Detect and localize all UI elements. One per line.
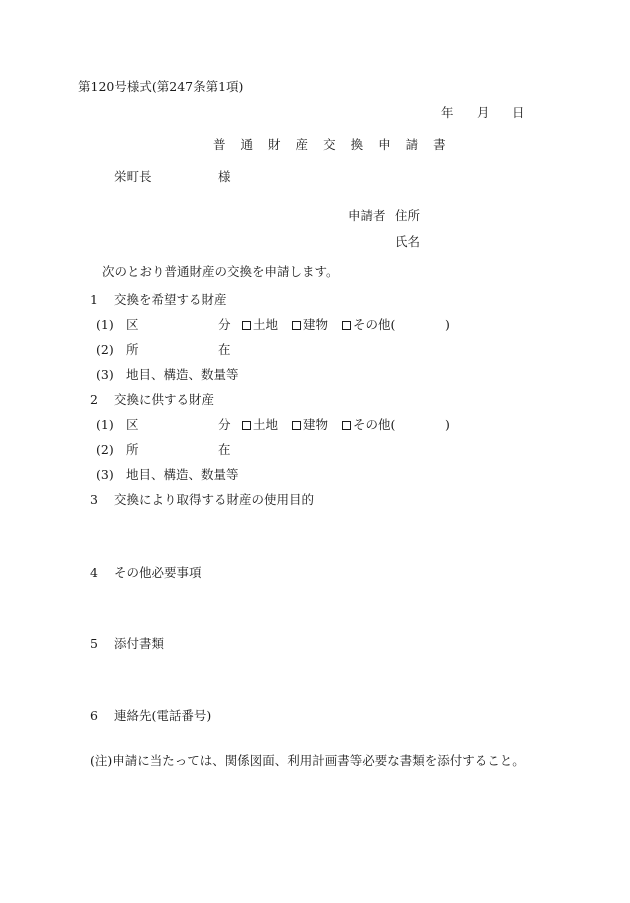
checkbox-icon[interactable] xyxy=(292,321,301,330)
section2-item3-label: 地目、構造、数量等 xyxy=(126,467,239,482)
title-char: 普 xyxy=(213,137,226,152)
title-char: 申 xyxy=(378,137,391,152)
checkbox-icon[interactable] xyxy=(242,421,251,430)
section2-item2-label-a: 所 xyxy=(126,442,139,457)
section2-title: 交換に供する財産 xyxy=(114,392,215,407)
section2-close-paren: ) xyxy=(445,417,450,432)
section1-item3-label: 地目、構造、数量等 xyxy=(126,367,239,382)
title-char: 通 xyxy=(240,137,254,152)
date-year-label: 年 xyxy=(441,105,454,120)
footnote: (注)申請に当たっては、関係図面、利用計画書等必要な書類を添付すること。 xyxy=(90,753,525,768)
section6-title: 連絡先(電話番号) xyxy=(114,708,212,723)
title-char: 産 xyxy=(295,137,309,152)
section1-close-paren: ) xyxy=(445,317,450,332)
section2-category-options xyxy=(242,419,395,432)
checkbox-icon[interactable] xyxy=(292,421,301,430)
form-title xyxy=(213,139,446,152)
section1-number: 1 xyxy=(90,292,98,307)
title-char: 換 xyxy=(350,137,364,152)
section2-item2-label-b: 在 xyxy=(218,442,231,457)
section1-category-options xyxy=(242,319,395,332)
applicant-name-label: 氏名 xyxy=(395,234,421,249)
section2-item3-number: (3) xyxy=(96,467,114,482)
addressee-honorific: 様 xyxy=(218,169,231,184)
date-day-label: 日 xyxy=(512,105,525,120)
section1-item1-label-a: 区 xyxy=(126,317,139,332)
option-label: その他( xyxy=(353,417,396,432)
title-char: 交 xyxy=(323,137,336,152)
section1-item3-number: (3) xyxy=(96,367,114,382)
section1-item2-label-b: 在 xyxy=(218,342,231,357)
checkbox-icon[interactable] xyxy=(242,321,251,330)
option-label: 土地 xyxy=(253,317,279,332)
section3-number: 3 xyxy=(90,492,98,507)
option-land[interactable] xyxy=(242,319,278,332)
option-label: 建物 xyxy=(303,417,329,432)
applicant-label: 申請者 xyxy=(348,208,386,223)
section5-number: 5 xyxy=(90,636,98,651)
section1-item2-label-a: 所 xyxy=(126,342,139,357)
form-number: 第120号様式(第247条第1項) xyxy=(78,79,244,94)
option-land[interactable] xyxy=(242,419,278,432)
section2-item1-label-a: 区 xyxy=(126,417,139,432)
addressee-name: 栄町長 xyxy=(114,169,152,184)
section6-number: 6 xyxy=(90,708,98,723)
section1-item1-number: (1) xyxy=(96,317,114,332)
section4-number: 4 xyxy=(90,565,98,580)
section1-item1-label-b: 分 xyxy=(218,317,231,332)
title-char: 書 xyxy=(433,137,446,152)
option-building[interactable] xyxy=(292,419,328,432)
title-char: 財 xyxy=(268,137,281,152)
section5-title: 添付書類 xyxy=(114,636,165,651)
checkbox-icon[interactable] xyxy=(342,421,351,430)
section2-number: 2 xyxy=(90,392,98,407)
date-month-label: 月 xyxy=(477,105,490,120)
section3-title: 交換により取得する財産の使用目的 xyxy=(114,492,315,507)
section1-title: 交換を希望する財産 xyxy=(114,292,227,307)
title-char: 請 xyxy=(405,137,419,152)
option-label: 建物 xyxy=(303,317,329,332)
option-building[interactable] xyxy=(292,319,328,332)
section2-item2-number: (2) xyxy=(96,442,114,457)
option-other[interactable] xyxy=(342,319,395,332)
option-label: その他( xyxy=(353,317,396,332)
option-label: 土地 xyxy=(253,417,279,432)
section2-item1-number: (1) xyxy=(96,417,114,432)
option-other[interactable] xyxy=(342,419,395,432)
applicant-address-label: 住所 xyxy=(395,208,421,223)
checkbox-icon[interactable] xyxy=(342,321,351,330)
section4-title: その他必要事項 xyxy=(114,565,202,580)
intro-text: 次のとおり普通財産の交換を申請します。 xyxy=(102,264,339,279)
section1-item2-number: (2) xyxy=(96,342,114,357)
section2-item1-label-b: 分 xyxy=(218,417,231,432)
